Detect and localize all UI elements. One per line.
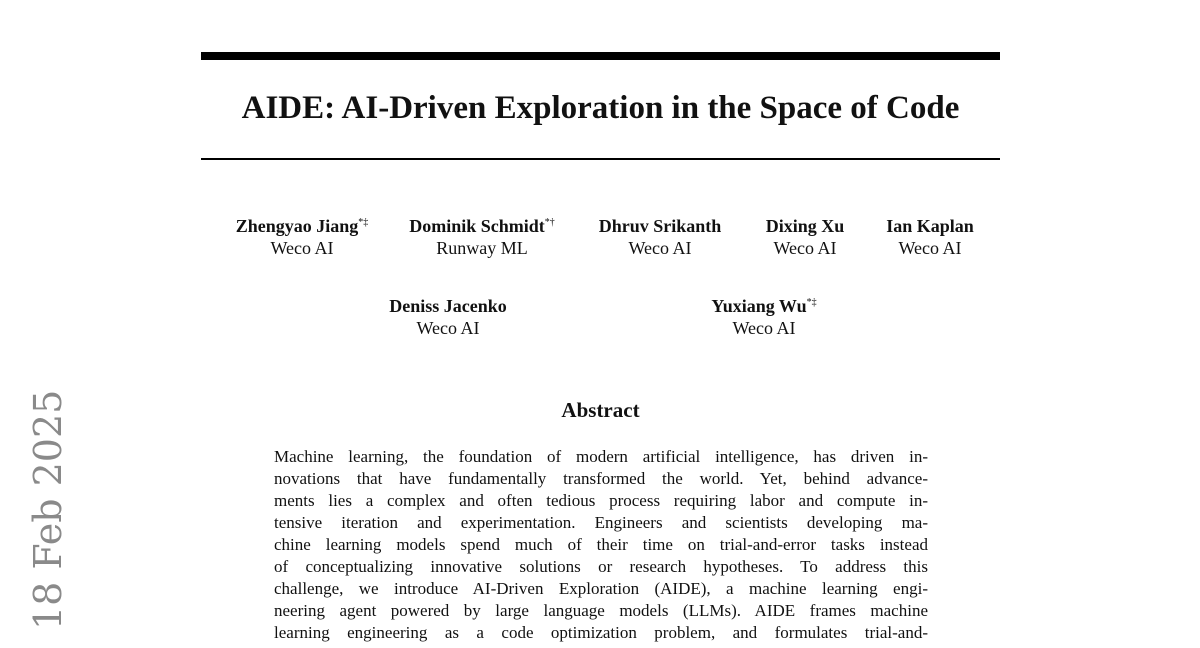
abstract-line: neering agent powered by large language models (LLMs). AIDE frames machine xyxy=(274,601,928,620)
author-block xyxy=(754,215,856,259)
author-name: Deniss Jacenko xyxy=(389,296,507,316)
abstract-line: Machine learning, the foundation of modern artificial intelligence, has driven in- xyxy=(274,447,928,466)
top-thick-rule xyxy=(201,52,1000,60)
abstract-line: learning engineering as a code optimization problem, and formulates trial-and- xyxy=(274,623,928,642)
author-name: Ian Kaplan xyxy=(886,216,974,236)
author-affiliation: Weco AI xyxy=(898,238,962,258)
author-footnote-mark: *† xyxy=(544,217,555,228)
author-name: Dhruv Srikanth xyxy=(598,216,722,236)
author-affiliation: Weco AI xyxy=(773,238,837,258)
author-affiliation: Weco AI xyxy=(732,318,796,338)
side-date-stamp: 18 Feb 2025 xyxy=(26,389,70,630)
abstract-line: novations that have fundamentally transformed the world. Yet, behind advance- xyxy=(274,469,928,488)
author-block xyxy=(368,295,528,339)
author-block xyxy=(874,215,986,259)
author-block xyxy=(586,215,734,259)
author-block xyxy=(398,215,566,259)
abstract-line: challenge, we introduce AI-Driven Exploration (AIDE), a machine learning engi- xyxy=(274,579,928,598)
paper-title: AIDE: AI-Driven Exploration in the Space of Code xyxy=(241,90,960,126)
author-affiliation: Weco AI xyxy=(628,238,692,258)
abstract-line: chine learning models spend much of their time on trial-and-error tasks instead xyxy=(274,535,928,554)
author-name: Yuxiang Wu*‡ xyxy=(711,296,817,316)
abstract-body xyxy=(274,446,928,644)
author-name: Dominik Schmidt*† xyxy=(409,216,555,236)
author-footnote-mark: *‡ xyxy=(358,217,369,228)
author-affiliation: Runway ML xyxy=(436,238,528,258)
author-affiliation: Weco AI xyxy=(416,318,480,338)
abstract-line: tensive iteration and experimentation. Engineers and scientists developing ma- xyxy=(274,513,928,532)
author-name: Dixing Xu xyxy=(765,216,845,236)
abstract-heading: Abstract xyxy=(561,398,640,422)
author-name: Zhengyao Jiang*‡ xyxy=(235,216,369,236)
abstract-line: ments lies a complex and often tedious process requiring labor and compute in- xyxy=(274,491,928,510)
author-block xyxy=(224,215,380,259)
author-footnote-mark: *‡ xyxy=(806,297,817,308)
title-bottom-rule xyxy=(201,158,1000,160)
author-affiliation: Weco AI xyxy=(270,238,334,258)
abstract-line: of conceptualizing innovative solutions or research hypotheses. To address this xyxy=(274,557,928,576)
author-block xyxy=(694,295,834,339)
